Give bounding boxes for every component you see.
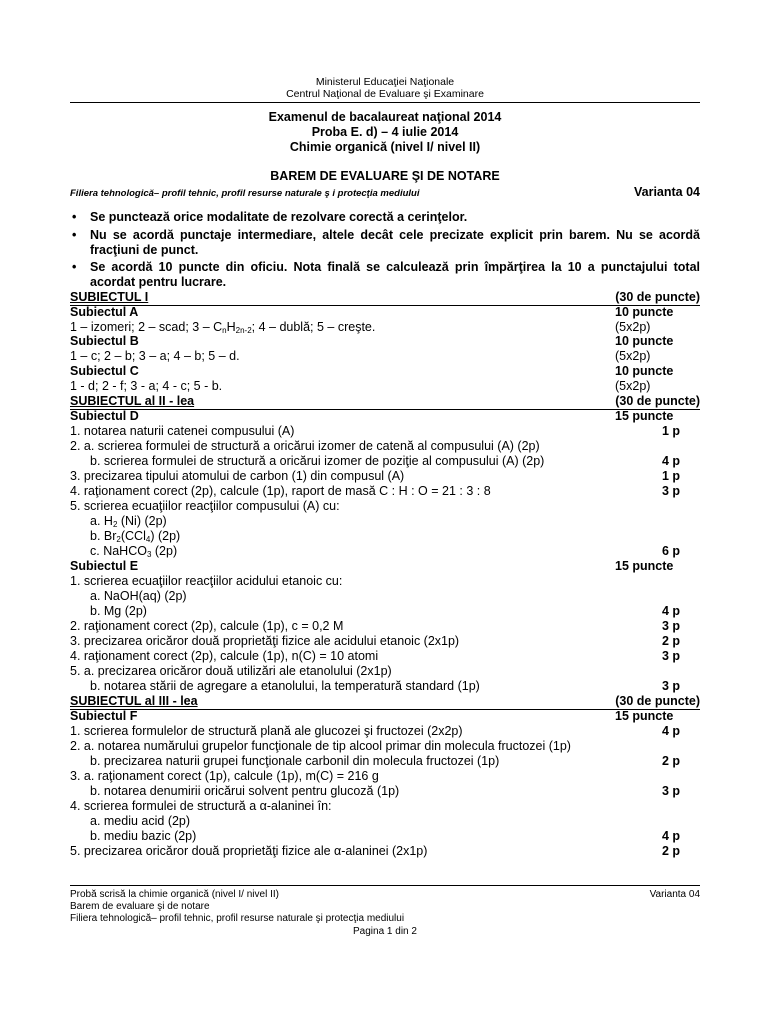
subject-b-answers <box>70 349 700 364</box>
subject-d-header <box>70 409 700 424</box>
subject-title: Subiectul A <box>70 305 139 319</box>
item-points: 4 p <box>661 454 680 468</box>
item-f1: 1. scrierea formulelor de structură plană ale glucozei şi fructozei (2x2p) 4 p <box>70 724 680 738</box>
section-3-header <box>70 694 700 709</box>
item-e5b: b. notarea stării de agregare a etanolului, la temperatură standard (1p) 3 p <box>90 679 680 693</box>
item-points: 2 p <box>661 634 680 648</box>
item-points: 3 p <box>661 679 680 693</box>
item-f4b: b. mediu bazic (2p) 4 p <box>90 829 680 843</box>
section-2-header <box>70 394 700 409</box>
item-f2a: 2. a. notarea numărului grupelor funcţionale de tip alcool primar din molecula fructozei (1p) <box>70 739 571 753</box>
item-points: 6 p <box>661 544 680 558</box>
subject-points: 15 puncte <box>615 559 674 573</box>
footer-variant: Varianta 04 <box>649 889 700 900</box>
subject-points: 15 puncte <box>615 709 674 723</box>
subject-title: Subiectul D <box>70 409 139 423</box>
item-points: 4 p <box>661 604 680 618</box>
answer-score: (5x2p) <box>615 379 651 393</box>
ministry-name: Ministerul Educaţiei Naţionale <box>315 76 455 88</box>
subject-points: 10 puncte <box>615 334 674 348</box>
item-points: 3 p <box>661 484 680 498</box>
item-f4a: a. mediu acid (2p) <box>90 814 191 828</box>
subject-title: Subiectul F <box>70 709 138 723</box>
item-points: 3 p <box>661 784 680 798</box>
item-f2b: b. precizarea naturii grupei funcţionale carbonil din molecula fructozei (1p) 2 p <box>90 754 680 768</box>
item-f4: 4. scrierea formulei de structură a α-alaninei în: <box>70 799 332 813</box>
item-e3: 3. precizarea oricăror două proprietăţi fizice ale acidului etanoic (2x1p) 2 p <box>70 634 680 648</box>
document-title: BAREM DE EVALUARE ŞI DE NOTARE <box>270 169 500 183</box>
header-divider <box>70 102 700 103</box>
item-d5c: c. NaHCO$_3$ (2p) 6 p <box>90 544 680 559</box>
filiera-note: Filiera tehnologică– profil tehnic, profil resurse naturale ş i protecţia mediului <box>70 188 420 199</box>
exam-subject: Chimie organică (nivel I/ nivel II) <box>289 140 481 154</box>
item-d1: 1. notarea naturii catenei compusului (A) 1 p <box>70 424 680 438</box>
footer-line-2: Barem de evaluare şi de notare <box>70 901 210 912</box>
bullet-icon: • <box>72 260 77 274</box>
item-d5b: b. $Br_2(CCl_4)$ (2p) <box>90 529 181 544</box>
item-e2: 2. raţionament corect (2p), calcule (1p), c = 0,2 M 3 p <box>70 619 680 633</box>
item-f5: 5. precizarea oricăror două proprietăţi fizice ale α-alaninei (2x1p) 2 p <box>70 844 680 858</box>
item-points: 1 p <box>661 424 680 438</box>
answer-score: (5x2p) <box>615 349 651 363</box>
answer-score: (5x2p) <box>615 320 651 334</box>
item-d2b: b. scrierea formulei de structură a oricărui izomer de poziţie al compusului (A) (2p) 4 p <box>90 454 680 468</box>
item-points: 1 p <box>661 469 680 483</box>
subject-f-header <box>70 709 700 724</box>
subject-title: Subiectul C <box>70 364 139 378</box>
item-points: 4 p <box>661 724 680 738</box>
subject-a-header <box>70 305 700 320</box>
center-name: Centrul Naţional de Evaluare şi Examinare <box>286 88 484 100</box>
bullet-icon: • <box>72 210 77 224</box>
item-e1b: b. Mg (2p) 4 p <box>90 604 680 618</box>
item-points: 2 p <box>661 844 680 858</box>
item-d5a: a. $H_2$ (Ni) (2p) <box>90 514 167 529</box>
item-f3a: 3. a. raţionament corect (1p), calcule (1p), m(C) = 216 g <box>70 769 379 783</box>
section-points: (30 de puncte) <box>615 394 700 408</box>
item-e1a: a. NaOH(aq) (2p) <box>90 589 187 603</box>
section-title: SUBIECTUL I <box>70 290 149 304</box>
subject-points: 10 puncte <box>615 305 674 319</box>
item-e1: 1. scrierea ecuaţiilor reacţiilor acidului etanoic cu: <box>70 574 343 588</box>
bullet-text: Se punctează orice modalitate de rezolvare corectă a cerinţelor. <box>90 210 468 224</box>
footer-line-1 <box>70 889 700 901</box>
item-points: 3 p <box>661 649 680 663</box>
answer-text: 1 – c; 2 – b; 3 – a; 4 – b; 5 – d. <box>70 349 240 363</box>
bullet-icon: • <box>72 228 77 242</box>
item-points: 2 p <box>661 754 680 768</box>
section-1-header <box>70 290 700 305</box>
subject-title: Subiectul B <box>70 334 139 348</box>
subject-a-answers <box>70 320 700 335</box>
page-number: Pagina 1 din 2 <box>353 926 417 937</box>
subject-e-header <box>70 559 700 574</box>
exam-date: Proba E. d) – 4 iulie 2014 <box>311 125 459 139</box>
bullet-text: Nu se acordă punctaje intermediare, altele decât cele precizate explicit prin barem. Nu se acordă fracţiuni de punct. <box>90 228 700 257</box>
section-title: SUBIECTUL al III - lea <box>70 694 198 708</box>
answer-text: 1 – izomeri; 2 – scad; $3 - C_nH_{2n-2}$; 4 – dublă; 5 – creşte. <box>70 320 376 335</box>
section-points: (30 de puncte) <box>615 694 700 708</box>
variant-label: Varianta 04 <box>633 185 700 199</box>
item-d4: 4. raţionament corect (2p), calcule (1p), raport de masă C : H : O = 21 : 3 : 8 3 p <box>70 484 680 498</box>
subject-c-header <box>70 364 700 379</box>
section-points: (30 de puncte) <box>615 290 700 304</box>
item-e4: 4. raţionament corect (2p), calcule (1p), n(C) = 10 atomi 3 p <box>70 649 680 663</box>
subject-title: Subiectul E <box>70 559 139 573</box>
item-f3b: b. notarea denumirii oricărui solvent pentru glucoză (1p) 3 p <box>90 784 680 798</box>
subject-c-answers <box>70 379 700 394</box>
item-d2a: 2. a. scrierea formulei de structură a oricărui izomer de catenă al compusului (A) (2p) <box>70 439 540 453</box>
subject-points: 15 puncte <box>615 409 674 423</box>
subject-b-header <box>70 334 700 349</box>
footer-line-3: Filiera tehnologică– profil tehnic, profil resurse naturale şi protecţia mediului <box>70 913 405 924</box>
item-points: 4 p <box>661 829 680 843</box>
answer-text: 1 - d; 2 - f; 3 - a; 4 - c; 5 - b. <box>70 379 223 393</box>
exam-title: Examenul de bacalaureat naţional 2014 <box>268 110 502 124</box>
subject-points: 10 puncte <box>615 364 674 378</box>
item-points: 3 p <box>661 619 680 633</box>
item-d3: 3. precizarea tipului atomului de carbon (1) din compusul (A) 1 p <box>70 469 680 483</box>
footer-divider <box>70 885 700 886</box>
item-d5: 5. scrierea ecuaţiilor reacţiilor compusului (A) cu: <box>70 499 340 513</box>
footer-exam: Probă scrisă la chimie organică (nivel I/ nivel II) <box>70 889 279 900</box>
section-title: SUBIECTUL al II - lea <box>70 394 195 408</box>
bullet-text: Se acordă 10 puncte din oficiu. Nota finală se calculează prin împărţirea la 10 a punctajului total acordat pentru lucrare. <box>90 260 700 289</box>
item-e5a: 5. a. precizarea oricăror două utilizări ale etanolului (2x1p) <box>70 664 392 678</box>
